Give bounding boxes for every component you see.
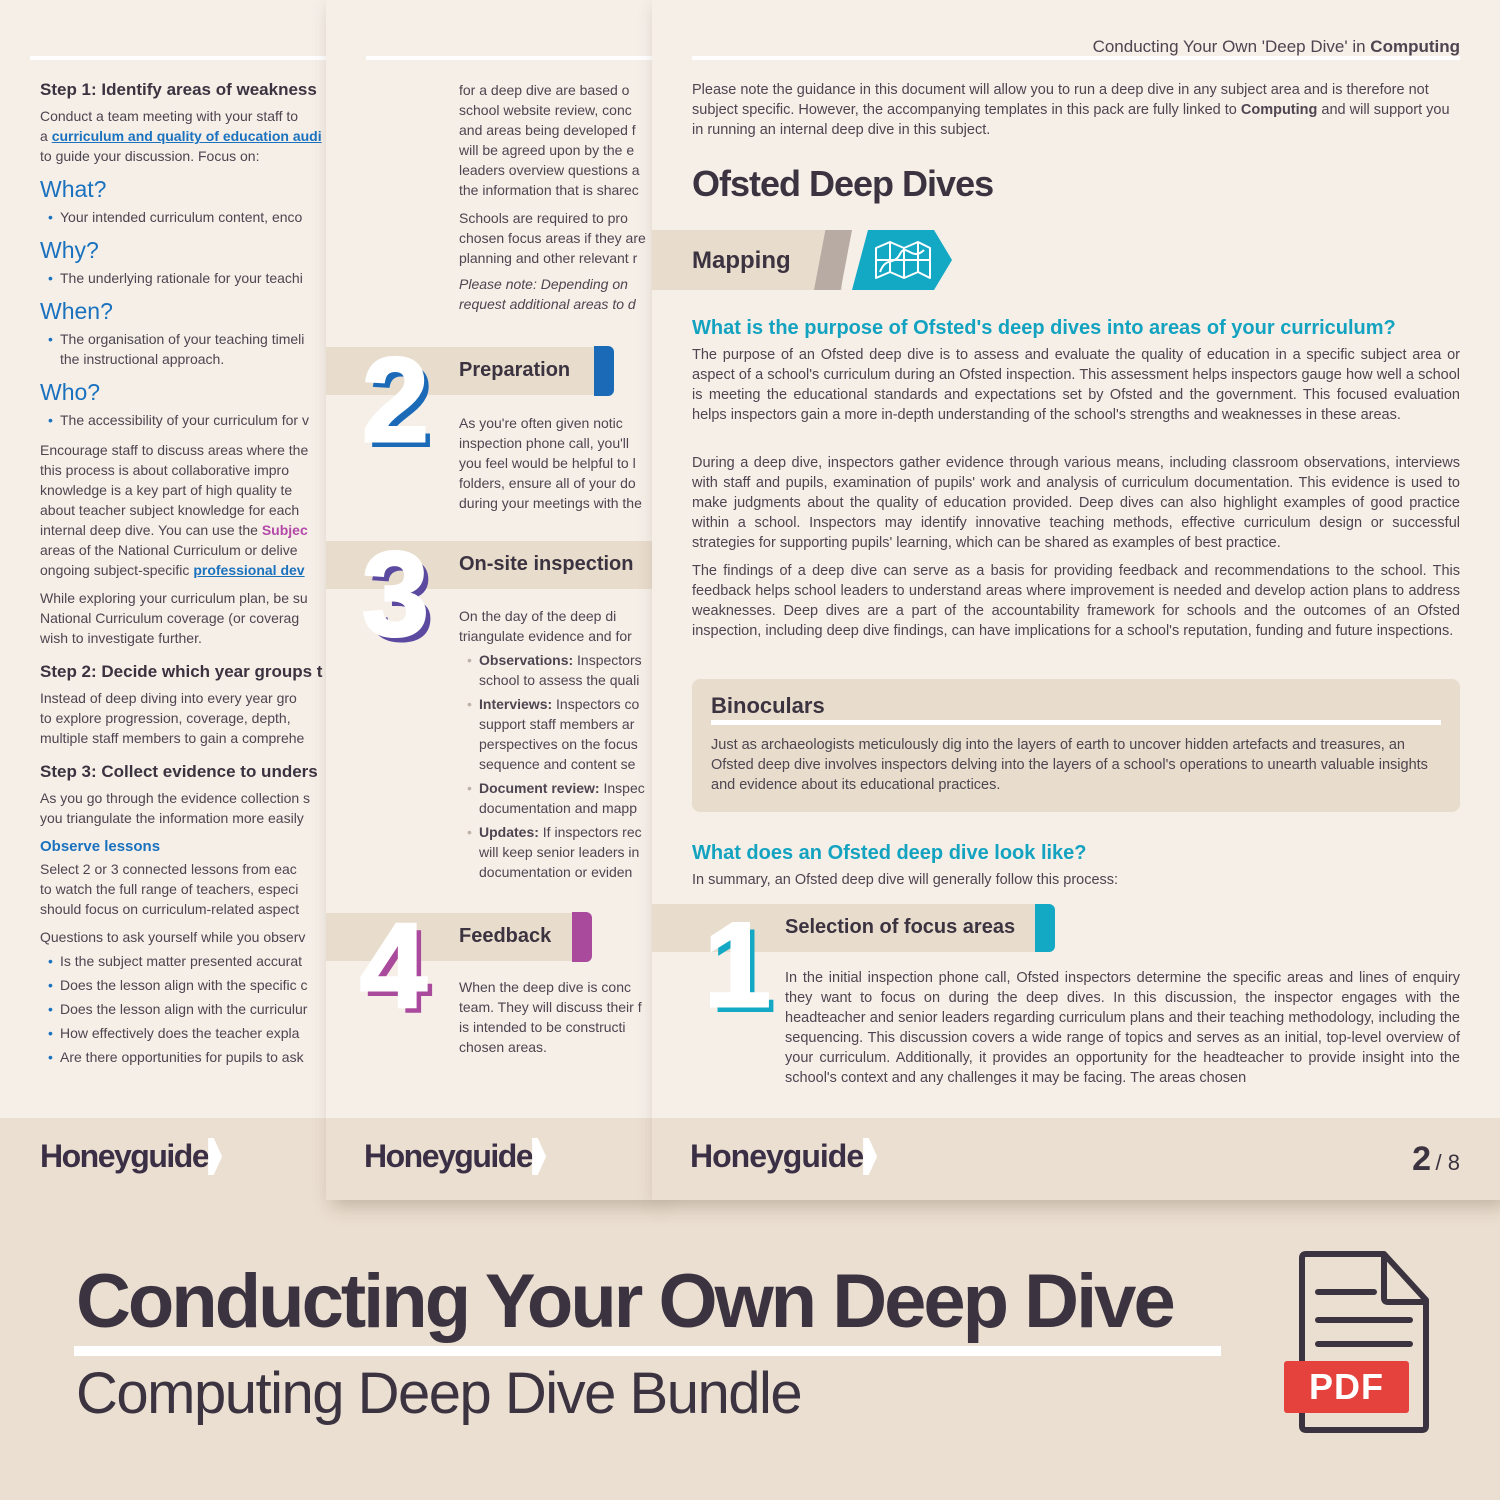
text-line: to watch the full range of teachers, especi xyxy=(40,881,299,897)
text-line: planning and other relevant r xyxy=(459,250,638,266)
selection-text: In the initial inspection phone call, Ofsted inspectors determine the specific areas and lines of enquiry they want to focus on during the deep dives. In this discussion, the inspector engages with the headteacher and senior leaders regarding curriculum plans and their teaching methodology, including the sequencing. This discussion covers a wide range of topics and serves as an initial, top-level overview of your curriculum. Additionally, it provides an opportunity for the headteacher to provide insight into the school's context and any challenges it may be facing. The areas chosen xyxy=(785,970,1460,1086)
honeyguide-logo xyxy=(40,1138,222,1175)
bullet-label: Observations: xyxy=(479,652,574,668)
text-line: will keep senior leaders in xyxy=(479,844,640,860)
page1-content xyxy=(40,80,340,1067)
explore-paragraph xyxy=(40,588,340,648)
step1-line: to guide your discussion. Focus on: xyxy=(40,148,260,164)
binoculars-callout xyxy=(692,679,1460,812)
text-line: chosen focus areas if they are xyxy=(459,230,646,246)
stage-title-selection: Selection of focus areas xyxy=(785,916,1016,938)
map-icon xyxy=(872,236,934,284)
text-line: areas of the National Curriculum or delive xyxy=(40,542,298,558)
text-line: sequence and content se xyxy=(479,756,636,772)
text-line: you feel would be helpful to l xyxy=(459,455,636,471)
text: ongoing subject-specific xyxy=(40,562,194,578)
page-total: / 8 xyxy=(1435,1150,1460,1175)
page-footer xyxy=(0,1118,340,1200)
section-label: Mapping xyxy=(692,247,791,274)
product-subtitle: Computing Deep Dive Bundle xyxy=(76,1361,802,1426)
stage-number-2 xyxy=(362,333,429,467)
question-bullet: • The organisation of your teaching timeli xyxy=(40,329,340,349)
stage-title-preparation: Preparation xyxy=(459,359,571,381)
step3-heading: Step 3: Collect evidence to unders xyxy=(40,762,318,781)
question-bullet: • The underlying rationale for your teachi xyxy=(40,268,340,288)
text: internal deep dive. You can use the xyxy=(40,522,262,538)
number: 4 xyxy=(360,899,427,1033)
callout-text: Just as archaeologists meticulously dig into the layers of earth to uncover hidden artefacts and treasures, an Ofsted deep dive involves inspectors delving into the layers of a school's operations to unearth valuable insights and evidence about its educational practices. xyxy=(711,737,1428,793)
step1-line xyxy=(40,126,340,146)
page-indicator xyxy=(1412,1140,1460,1179)
text-line: you triangulate the information more easily xyxy=(40,810,304,826)
number: 2 xyxy=(362,333,429,467)
text-line: should focus on curriculum-related aspect xyxy=(40,901,300,917)
text-line: As you're often given notic xyxy=(459,415,623,431)
text-line: during your meetings with the xyxy=(459,495,642,511)
purpose-paragraph-1: The purpose of an Ofsted deep dive is to assess and evaluate the quality of education in a specific subject area or aspect of a school's curriculum during an Ofsted inspection. This assessment helps inspectors gauge how well a school is meeting the educational standards and expectations set by Ofsted and the government. This focused evaluation helps inspectors gain a more in-depth understanding of the school's strengths and weaknesses in these areas. xyxy=(692,347,1460,423)
text-line: is intended to be constructi xyxy=(459,1019,626,1035)
text-line: and areas being developed f xyxy=(459,122,636,138)
stage-title-feedback: Feedback xyxy=(459,925,552,947)
question-heading-what: What? xyxy=(40,176,107,202)
text-line: folders, ensure all of your do xyxy=(459,475,636,491)
onsite-text xyxy=(459,606,656,882)
look-heading: What does an Ofsted deep dive look like? xyxy=(692,842,1087,864)
pdf-badge: PDF xyxy=(1284,1361,1409,1413)
stage-tab-teal xyxy=(1035,904,1055,952)
text-line: Select 2 or 3 connected lessons from eac xyxy=(40,861,297,877)
question-bullet: • The accessibility of your curriculum for v xyxy=(40,410,340,430)
text-line: school to assess the quali xyxy=(479,672,640,688)
logo-text: Honeyguide xyxy=(690,1138,864,1174)
step1-line: Conduct a team meeting with your staff to xyxy=(40,108,299,124)
text: Inspec xyxy=(599,780,645,796)
callout-title: Binoculars xyxy=(711,693,825,718)
subject-bold: Computing xyxy=(1240,102,1318,118)
look-intro: In summary, an Ofsted deep dive will generally follow this process: xyxy=(692,872,1119,888)
professional-development-link[interactable]: professional dev xyxy=(193,562,305,578)
callout-rule xyxy=(711,720,1441,725)
stage-number-4 xyxy=(360,899,427,1033)
text: Inspectors co xyxy=(552,696,640,712)
text-line: Encourage staff to discuss areas where the xyxy=(40,442,309,458)
observe-bullet: • Are there opportunities for pupils to ask xyxy=(40,1047,340,1067)
text-line: school website review, conc xyxy=(459,102,632,118)
logo-text: Honeyguide xyxy=(40,1138,209,1174)
text-line: knowledge is a key part of high quality te xyxy=(40,482,293,498)
text-line: inspection phone call, you'll xyxy=(459,435,630,451)
onsite-bullet-document-review xyxy=(459,778,656,798)
observe-lessons-heading: Observe lessons xyxy=(40,838,161,855)
intro-paragraph xyxy=(692,80,1460,140)
onsite-bullet-interviews xyxy=(459,694,656,714)
stage-number-1 xyxy=(704,898,771,1032)
text-line: multiple staff members to gain a comprehe xyxy=(40,730,305,746)
text: and will support you in running an internal deep dive in this subject. xyxy=(692,102,1450,138)
text-line: this process is about collaborative impro xyxy=(40,462,290,478)
focus-paragraph xyxy=(459,80,656,314)
text-line: will be agreed upon by the e xyxy=(459,142,635,158)
purpose-paragraph-2: During a deep dive, inspectors gather evidence through various means, including classroom observations, interviews with staff and pupils, examination of pupils' work and analysis of curriculum documentation. This evidence is used to make judgments about the quality of education provided. Deep dives can also highlight examples of good practice within a school. Inspectors may identify innovative teaching methods, effective curriculum design or successful strategies for supporting pupils' learning, which can be shared as examples of best practice. xyxy=(692,455,1460,551)
text-line: the information that is sharec xyxy=(459,182,639,198)
bullet-label: Interviews: xyxy=(479,696,553,712)
text-line: As you go through the evidence collection s xyxy=(40,790,311,806)
text-line: On the day of the deep di xyxy=(459,608,617,624)
text-line: documentation or eviden xyxy=(479,864,633,880)
subject-link[interactable]: Subjec xyxy=(261,522,308,538)
stage-tab-magenta xyxy=(572,912,592,962)
note-line: Please note: Depending on xyxy=(459,276,628,292)
observe-bullet: • Is the subject matter presented accurat xyxy=(40,951,340,971)
feedback-text xyxy=(459,977,656,1057)
text-line: Instead of deep diving into every year gro xyxy=(40,690,297,706)
observe-bullet: • Does the lesson align with the specific c xyxy=(40,975,340,995)
purpose-paragraph-3: The findings of a deep dive can serve as a basis for providing feedback and recommendations to the school. This feedback helps school leaders to understand areas where improvement is needed and develop action plans to address weaknesses. Deep dives are a part of the accountability framework for schools and the outcomes of an Ofsted inspection, including deep dive findings, can have implications for a school's reputation, funding and future inspections. xyxy=(692,563,1460,639)
honeyguide-logo xyxy=(690,1138,877,1175)
text-line: chosen areas. xyxy=(459,1039,547,1055)
note-line: request additional areas to d xyxy=(459,296,636,312)
text-line: wish to investigate further. xyxy=(40,630,202,646)
header-text: Conducting Your Own 'Deep Dive' in xyxy=(1092,37,1371,56)
text: If inspectors rec xyxy=(538,824,642,840)
bullet-label: Document review: xyxy=(479,780,600,796)
stage-number-3 xyxy=(362,527,429,661)
header-subject: Computing xyxy=(1370,37,1460,56)
number: 1 xyxy=(704,898,771,1032)
question-bullet-cont: the instructional approach. xyxy=(60,351,225,367)
text-line: National Curriculum coverage (or coverag xyxy=(40,610,300,626)
step1-heading: Step 1: Identify areas of weakness xyxy=(40,80,317,99)
questions-intro: Questions to ask yourself while you observ xyxy=(40,929,306,945)
text-line: leaders overview questions a xyxy=(459,162,640,178)
honeyguide-logo xyxy=(364,1138,546,1175)
number: 3 xyxy=(362,527,429,661)
observe-bullet: • Does the lesson align with the curriculur xyxy=(40,999,340,1019)
page-footer xyxy=(652,1118,1500,1200)
encourage-paragraph xyxy=(40,440,340,580)
title-underline xyxy=(74,1346,1221,1356)
preparation-text xyxy=(459,413,656,513)
purpose-heading: What is the purpose of Ofsted's deep dives into areas of your curriculum? xyxy=(692,317,1396,339)
text-line: to explore progression, coverage, depth, xyxy=(40,710,291,726)
product-title: Conducting Your Own Deep Dive xyxy=(76,1259,1173,1344)
header-rule xyxy=(30,56,340,60)
document-page-3 xyxy=(652,0,1500,1200)
document-header xyxy=(1093,37,1460,57)
text-line xyxy=(40,520,340,540)
question-heading-when: When? xyxy=(40,298,113,324)
onsite-bullet-observations xyxy=(459,650,656,670)
page-title: Ofsted Deep Dives xyxy=(692,163,994,204)
bullet-label: Updates: xyxy=(479,824,539,840)
header-rule xyxy=(692,56,1460,60)
document-page-2 xyxy=(326,0,656,1200)
text-line: support staff members ar xyxy=(479,716,635,732)
header-rule xyxy=(366,56,656,60)
question-heading-why: Why? xyxy=(40,237,99,263)
text-line: team. They will discuss their f xyxy=(459,999,642,1015)
text: Please note the guidance in this document will allow you to run a deep dive in any subject area and is therefore not subject specific. However, the accompanying templates in this pack are fully linked to xyxy=(692,82,1429,118)
text-line: When the deep dive is conc xyxy=(459,979,631,995)
page-current: 2 xyxy=(1412,1140,1432,1178)
text-line: about teacher subject knowledge for each xyxy=(40,502,300,518)
audit-link[interactable]: curriculum and quality of education audi xyxy=(51,128,322,144)
stage-tab-blue xyxy=(594,346,614,396)
stage-title-onsite: On-site inspection xyxy=(459,553,634,575)
logo-text: Honeyguide xyxy=(364,1138,533,1174)
text-line: Schools are required to pro xyxy=(459,210,628,226)
page-footer xyxy=(326,1118,656,1200)
text-line xyxy=(40,560,340,580)
onsite-bullet-updates xyxy=(459,822,656,842)
text-line: triangulate evidence and for xyxy=(459,628,632,644)
document-page-1 xyxy=(0,0,340,1200)
text-line: While exploring your curriculum plan, be su xyxy=(40,590,308,606)
text-line: perspectives on the focus xyxy=(479,736,638,752)
text: a xyxy=(40,128,52,144)
step2-heading: Step 2: Decide which year groups t xyxy=(40,662,323,681)
text-line: for a deep dive are based o xyxy=(459,82,630,98)
text-line: documentation and mapp xyxy=(479,800,637,816)
question-bullet: • Your intended curriculum content, enco xyxy=(40,207,340,227)
text: Inspectors xyxy=(573,652,642,668)
question-heading-who: Who? xyxy=(40,379,101,405)
observe-bullet: • How effectively does the teacher expla xyxy=(40,1023,340,1043)
